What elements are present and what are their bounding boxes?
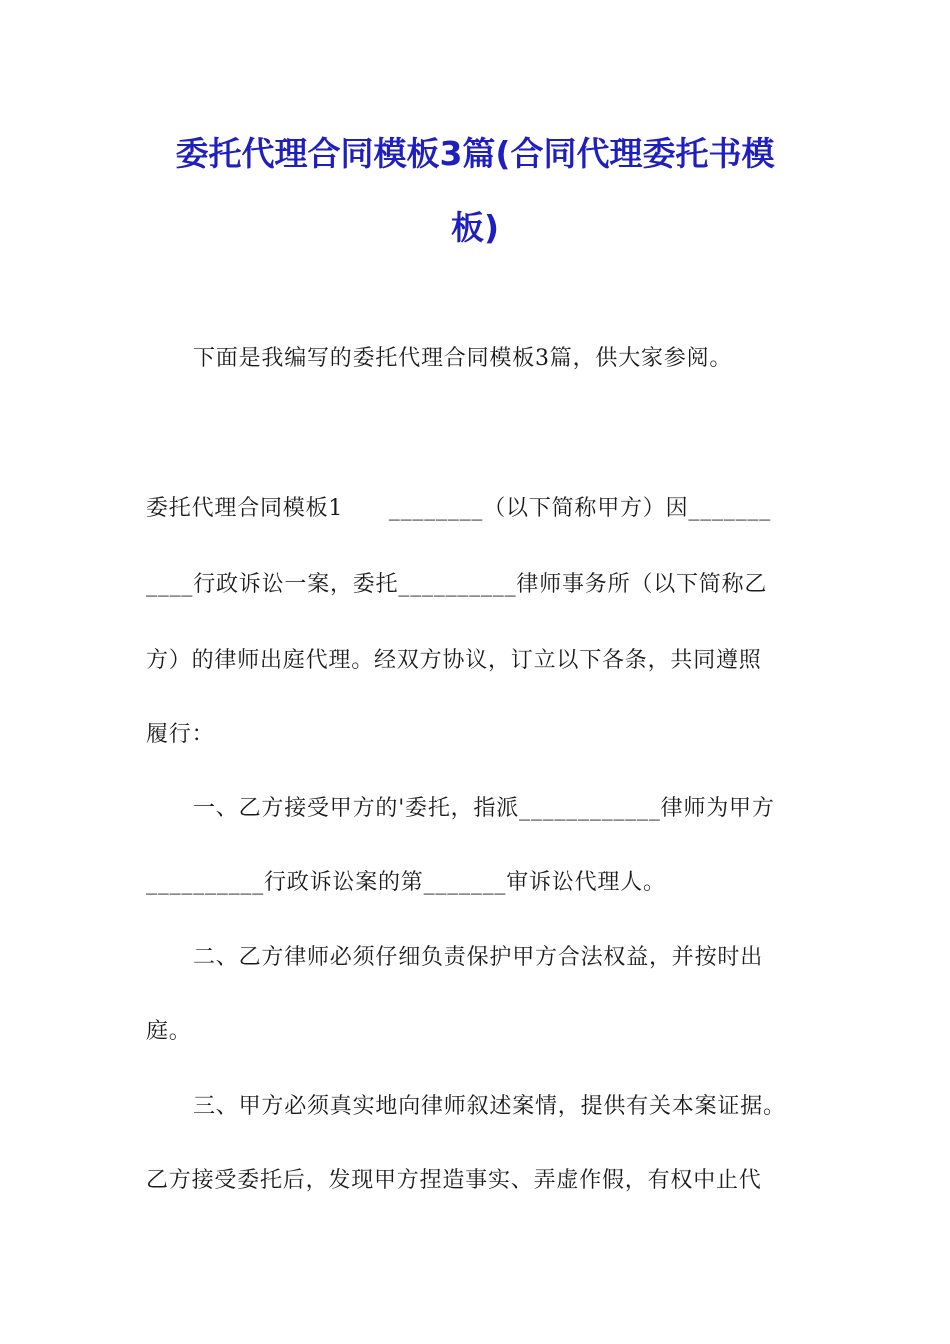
document-title-line-2: 板) <box>450 208 500 247</box>
document-title-line-1: 委托代理合同模板3篇(合同代理委托书模 <box>175 134 775 173</box>
body-line-4: 履行： <box>146 722 215 747</box>
clause-3-line-1: 三、甲方必须真实地向律师叙述案情，提供有关本案证据。 <box>193 1094 786 1119</box>
body-line-3: 方）的律师出庭代理。经双方协议，订立以下各条，共同遵照 <box>146 648 762 673</box>
clause-3-line-2: 乙方接受委托后，发现甲方捏造事实、弄虚作假，有权中止代 <box>146 1168 762 1193</box>
clause-2-line-1: 二、乙方律师必须仔细负责保护甲方合法权益，并按时出 <box>193 945 764 970</box>
intro-paragraph: 下面是我编写的委托代理合同模板3篇，供大家参阅。 <box>193 346 733 371</box>
clause-1-line-2: __________行政诉讼案的第_______审诉讼代理人。 <box>146 870 666 895</box>
body-line-2: ____行政诉讼一案，委托__________律师事务所（以下简称乙 <box>146 572 768 597</box>
clause-2-line-2: 庭。 <box>146 1019 192 1044</box>
body-line-1: 委托代理合同模板1 ________（以下简称甲方）因_______ <box>146 496 771 521</box>
clause-1-line-1: 一、乙方接受甲方的'委托，指派____________律师为甲方 <box>193 796 775 821</box>
